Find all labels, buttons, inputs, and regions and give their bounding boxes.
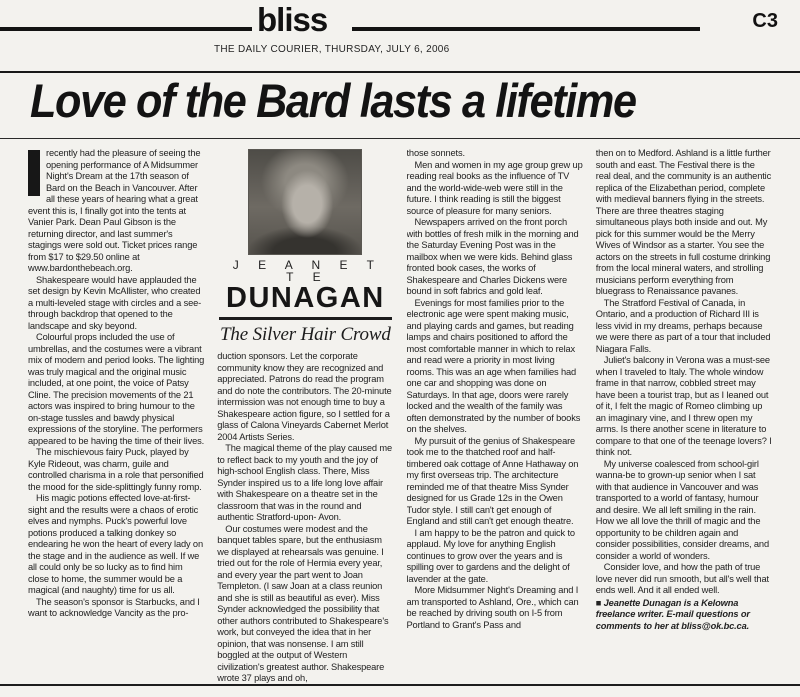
paragraph: duction sponsors. Let the corporate community know they are recognized and appreciated. Patrons do read the program and do note the contributors. The 20-minute intermission was not enough time to buy a Shakespeare action figure, so I settled for a glass of Calona Vineyards Cabernet Merlot 2004 Artists Series. xyxy=(217,351,392,442)
paragraph: His magic potions effected love-at-first-sight and the results were a chaos of erotic elves and nymphs. Puck's powerful love potions produced a talking donkey so endearing he won the heart of every lady on the stage and in the audience as well. If we all could only be so lucky as to find him close to home, the summer would be a magical (and naughty) time for us all. xyxy=(28,493,203,595)
paragraph: The magical theme of the play caused me to reflect back to my youth and the joy of high-school English class. There, Miss Synder inspired us to a life long love affair with Shakespeare on a theatre set in the classroom that was in the round and authentic Stratford-upon- Avon. xyxy=(217,443,393,522)
page-number: C3 xyxy=(752,10,778,32)
paragraph: Colourful props included the use of umbrellas, and the costumes were a vibrant mix of modern and period looks. The lighting was truly magical and the original music included, at one point, the voice of Patsy Cline. The precision movements of the 21 actors was inspired to bring humour to the on-stage tussles and bawdy physical expressions of the storyline. The performers appeared to be having the time of their lives. xyxy=(28,332,205,446)
page-bottom-rule xyxy=(0,684,800,686)
paragraph-text: recently had the pleasure of seeing the opening performance of A Midsummer Night's Dream at the 17th season of Bard on the Beach in Vancouver. After all these years of hearing what a great event this is, I finally got into the tents at Vanier Park. Dean Paul Gibson is the returning director, and last summer's stagings were sold out. Ticket prices range from $17 to $29.50 online at www.bardonthebeach.org. xyxy=(28,148,201,273)
paragraph: then on to Medford. Ashland is a little further south and east. The Festival there is the real deal, and the community is an authentic replica of the Elizabethan period, complete with medieval banners flying in the streets. There are three theatres staging simultaneous plays both inside and out. My pick for this summer would be the Merry Wives of Windsor as a starter. You see the actors on the streets in full costume drinking from the local mineral waters, and strolling musicians perform everything from bluegrass to Renaissance pavanes. xyxy=(595,148,772,296)
column-1 xyxy=(28,148,204,686)
headline-bottom-rule xyxy=(0,138,800,139)
paragraph: those sonnets. xyxy=(406,148,465,158)
paragraph: Shakespeare would have applauded the set design by Kevin McAllister, who created a multi-leveled stage with circles and a see-through backdrop that opened to the landscape and sky beyond. xyxy=(28,274,202,331)
masthead-logo: bliss xyxy=(257,1,328,38)
paragraph: Our costumes were modest and the banquet tables spare, but the enthusiasm we displayed at rehearsals was genuine. I tried out for the role of Hermia every year, and every year the part went to Joan Templeton. (I saw Joan at a class reunion and she is still as beautiful as ever). Miss Synder acknowledged the possibility that other authors contributed to Shakespeare's work, but conveyed the idea that in her opinion, that was nonsense. I am still boggled at the output of Western civilization's greatest author. Shakespeare wrote 37 plays and oh, xyxy=(217,523,389,683)
author-last-name: DUNAGAN xyxy=(226,282,385,314)
paragraph: Men and women in my age group grew up reading real books as the influence of TV and the world-wide-web were still in the future. I think reading is still the biggest source of pleasure for many seniors. xyxy=(406,159,583,216)
paragraph: My pursuit of the genius of Shakespeare took me to the thatched roof and half-timbered oak cottage of Anne Hathaway on my first overseas trip. The architecture reminded me of that theatre Miss Synder designed for us Grade 12s in the Owen Tudor style. I still can't get enough of England and still can't get enough theatre. xyxy=(406,435,579,526)
paragraph: My universe coalesced from school-girl wanna-be to grown-up senior when I sat with that audience in Vancouver and was transported to a world of fantasy, humour and desire. We all left smiling in the rain. How we all love the thrill of magic and the opportunity to be children again and consider possibilities, consider dreams, and consider a world of wonders. xyxy=(595,458,769,561)
headline-top-rule xyxy=(0,71,800,73)
paragraph: Consider love, and how the path of true love never did run smooth, but all's well that ends well. And it all ended well. xyxy=(595,562,769,595)
paragraph: Juliet's balcony in Verona was a must-see when I traveled to Italy. The whole window frame in that narrow, cobbled street may have been a tourist trap, but as I leaned out of it, I felt the magic of Romeo climbing up an imaginary vine, and I threw open my arms. Is there another scene in literature to compare to that one of the teenage lovers? I think not. xyxy=(595,355,772,457)
drop-cap xyxy=(28,150,40,196)
byline-rule xyxy=(219,317,391,320)
masthead-dateline: THE DAILY COURIER, THURSDAY, JULY 6, 2006 xyxy=(214,44,450,55)
masthead-rule-right xyxy=(352,27,700,31)
author-photo xyxy=(248,149,362,255)
column-title: The Silver Hair Crowd xyxy=(219,324,391,345)
paragraph: The season's sponsor is Starbucks, and I want to acknowledge Vancity as the pro- xyxy=(28,596,200,618)
paragraph: More Midsummer Night's Dreaming and I am transported to Ashland, Ore., which can be reached by driving south on I-5 from Portland to Grant's Pass and xyxy=(406,585,579,630)
paragraph: Newspapers arrived on the front porch with bottles of fresh milk in the morning and the Saturday Evening Post was in the mailbox when we were kids. Behind glass fronted book cases, the works of Shakespeare and Charles Dickens were bound in soft fabrics and gold leaf. xyxy=(406,217,579,296)
author-tagline: ■ Jeanette Dunagan is a Kelowna freelance writer. E-mail questions or comments to her at bliss@ok.bc.ca. xyxy=(595,597,750,631)
headline: Love of the Bard lasts a lifetime xyxy=(30,74,636,127)
paragraph xyxy=(28,148,204,275)
paragraph: The mischievous fairy Puck, played by Kyle Rideout, was charm, guile and controlled charisma in a role that personified the mood for the side-splittingly funny romp. xyxy=(28,447,204,492)
paragraph: I am happy to be the patron and quick to applaud. My love for anything English continues to grow over the years and is spilling over to gardens and the delight of lavender at the gate. xyxy=(406,527,575,584)
column-2 xyxy=(217,148,393,686)
column-3 xyxy=(407,148,583,686)
byline-block xyxy=(217,149,393,345)
paragraph: The Stratford Festival of Canada, in Ontario, and a production of Richard III is less vivid in my dreams, perhaps because we were there as part of a tour that included Niagara Falls. xyxy=(595,297,771,354)
column-4 xyxy=(596,148,772,686)
masthead-rule-left xyxy=(0,27,252,31)
author-first-name: J E A N E T T E xyxy=(232,258,382,284)
article-body xyxy=(28,148,772,686)
paragraph: Evenings for most families prior to the electronic age were spent making music, and playing cards and games, but reading lamps and chairs positioned to afford the most comfortable manner in which to relax and read were a priority in most living rooms. This was an age when families had one car and shopping was done on Saturdays. In that age, doors were rarely locked and the wealth of the family was often demonstrated by the number of books on the shelves. xyxy=(406,297,581,434)
